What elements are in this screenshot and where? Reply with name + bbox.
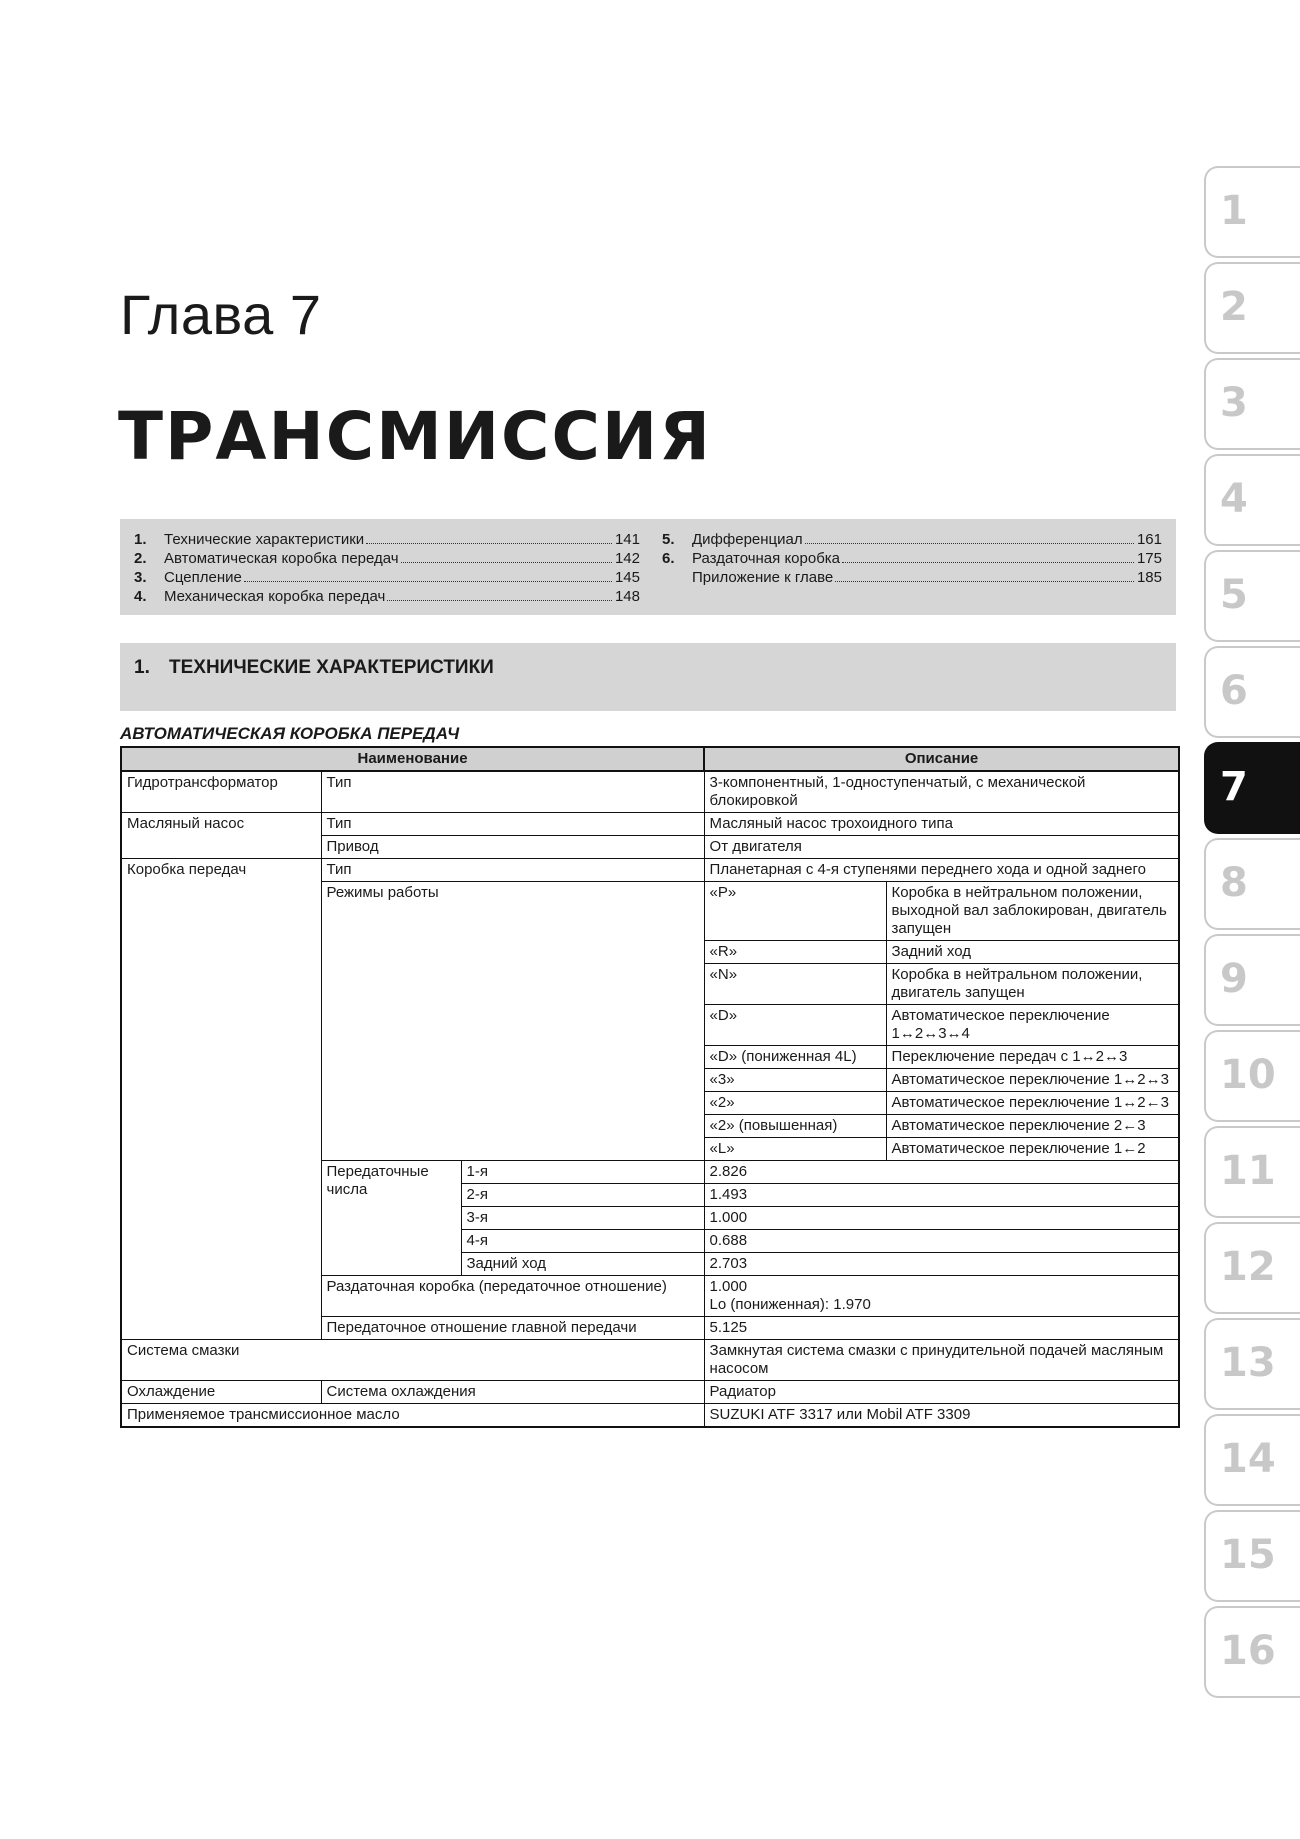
toc-number: 4. xyxy=(134,588,147,605)
toc-page: 145 xyxy=(614,569,640,586)
row-param: Передаточное отношение главной передачи xyxy=(321,1317,704,1340)
toc-page: 175 xyxy=(1136,550,1162,567)
mode-description: Автоматическое переключение 2←3 xyxy=(886,1115,1179,1138)
mode-description: Задний ход xyxy=(886,941,1179,964)
gear-ratio: 2.703 xyxy=(704,1253,1179,1276)
table-row xyxy=(121,1404,1179,1428)
chapter-tab-6[interactable]: 6 xyxy=(1204,646,1300,738)
chapter-tab-2[interactable]: 2 xyxy=(1204,262,1300,354)
row-name: Применяемое трансмиссионное масло xyxy=(121,1404,704,1428)
transfer-ratio-high: 1.000 xyxy=(709,1278,748,1295)
toc-title: Сцепление xyxy=(164,569,242,586)
row-value: Масляный насос трохоидного типа xyxy=(704,813,1179,836)
row-param: Режимы работы xyxy=(321,882,704,1161)
mode-name: «D» xyxy=(704,1005,886,1046)
mode-name: «N» xyxy=(704,964,886,1005)
header-description: Описание xyxy=(704,747,1179,771)
table-row xyxy=(121,813,1179,836)
toc-page: 161 xyxy=(1136,531,1162,548)
mode-description: Переключение передач с 1↔2↔3 xyxy=(886,1046,1179,1069)
toc-entry[interactable] xyxy=(134,550,640,569)
toc-number: 5. xyxy=(662,531,675,548)
gear-name: 1-я xyxy=(461,1161,704,1184)
toc-page: 185 xyxy=(1136,569,1162,586)
chapter-tab-7[interactable]: 7 xyxy=(1204,742,1300,834)
toc-entry[interactable] xyxy=(662,569,1162,588)
toc-entry[interactable] xyxy=(662,531,1162,550)
chapter-tab-13[interactable]: 13 xyxy=(1204,1318,1300,1410)
gear-name: 3-я xyxy=(461,1207,704,1230)
mode-description: Коробка в нейтральном положении, двигатель запущен xyxy=(886,964,1179,1005)
row-name: Коробка передач xyxy=(121,859,321,1340)
row-value: 5.125 xyxy=(704,1317,1179,1340)
section-title: ТЕХНИЧЕСКИЕ ХАРАКТЕРИСТИКИ xyxy=(169,657,494,678)
row-value: От двигателя xyxy=(704,836,1179,859)
table-row xyxy=(121,859,1179,882)
row-name: Масляный насос xyxy=(121,813,321,859)
mode-name: «R» xyxy=(704,941,886,964)
toc-number: 2. xyxy=(134,550,147,567)
table-row xyxy=(121,1381,1179,1404)
toc-number: 6. xyxy=(662,550,675,567)
row-value: Планетарная с 4-я ступенями переднего хода и одной заднего xyxy=(704,859,1179,882)
row-param: Система охлаждения xyxy=(321,1381,704,1404)
row-param: Тип xyxy=(321,859,704,882)
mode-description: Коробка в нейтральном положении, выходной вал заблокирован, двигатель запущен xyxy=(886,882,1179,941)
toc-title: Приложение к главе xyxy=(692,569,834,586)
chapter-tab-12[interactable]: 12 xyxy=(1204,1222,1300,1314)
chapter-tab-16[interactable]: 16 xyxy=(1204,1606,1300,1698)
row-value: 3-компонентный, 1-одноступенчатый, с механической блокировкой xyxy=(704,771,1179,813)
gear-name: Задний ход xyxy=(461,1253,704,1276)
mode-name: «2» (повышенная) xyxy=(704,1115,886,1138)
toc-title: Механическая коробка передач xyxy=(164,588,386,605)
row-name: Система смазки xyxy=(121,1340,704,1381)
toc-leader xyxy=(805,543,1134,544)
chapter-tab-8[interactable]: 8 xyxy=(1204,838,1300,930)
subheading: АВТОМАТИЧЕСКАЯ КОРОБКА ПЕРЕДАЧ xyxy=(120,724,460,743)
toc-leader xyxy=(401,562,612,563)
toc-number: 3. xyxy=(134,569,147,586)
spec-table xyxy=(120,746,1180,1428)
gear-ratio: 2.826 xyxy=(704,1161,1179,1184)
row-value xyxy=(704,1276,1179,1317)
chapter-tab-1[interactable]: 1 xyxy=(1204,166,1300,258)
chapter-tab-11[interactable]: 11 xyxy=(1204,1126,1300,1218)
mode-description: Автоматическое переключение 1↔2↔3 xyxy=(886,1069,1179,1092)
gear-name: 2-я xyxy=(461,1184,704,1207)
gear-ratio: 1.000 xyxy=(704,1207,1179,1230)
row-param: Передаточные числа xyxy=(321,1161,461,1276)
row-value: Замкнутая система смазки с принудительной подачей масляным насосом xyxy=(704,1340,1179,1381)
toc-right-column xyxy=(662,531,1162,588)
toc-entry[interactable] xyxy=(134,569,640,588)
chapter-tab-14[interactable]: 14 xyxy=(1204,1414,1300,1506)
mode-name: «D» (пониженная 4L) xyxy=(704,1046,886,1069)
toc-leader xyxy=(835,581,1134,582)
table-row xyxy=(121,771,1179,813)
row-param: Раздаточная коробка (передаточное отношение) xyxy=(321,1276,704,1317)
section-header xyxy=(120,643,1176,711)
section-number: 1. xyxy=(134,657,150,678)
mode-description: Автоматическое переключение 1↔2←3 xyxy=(886,1092,1179,1115)
toc-entry[interactable] xyxy=(662,550,1162,569)
chapter-tab-5[interactable]: 5 xyxy=(1204,550,1300,642)
toc-page: 148 xyxy=(614,588,640,605)
gear-ratio: 0.688 xyxy=(704,1230,1179,1253)
chapter-title: ТРАНСМИССИЯ xyxy=(118,398,712,475)
toc-left-column xyxy=(134,531,640,607)
row-param: Тип xyxy=(321,771,704,813)
toc-leader xyxy=(842,562,1134,563)
mode-name: «P» xyxy=(704,882,886,941)
row-name: Охлаждение xyxy=(121,1381,321,1404)
table-of-contents xyxy=(120,519,1176,615)
chapter-tab-10[interactable]: 10 xyxy=(1204,1030,1300,1122)
row-param: Тип xyxy=(321,813,704,836)
mode-name: «L» xyxy=(704,1138,886,1161)
toc-page: 142 xyxy=(614,550,640,567)
chapter-tab-4[interactable]: 4 xyxy=(1204,454,1300,546)
toc-page: 141 xyxy=(614,531,640,548)
chapter-label: Глава 7 xyxy=(120,283,322,346)
transfer-ratio-low: Lo (пониженная): 1.970 xyxy=(709,1296,871,1313)
toc-entry[interactable] xyxy=(134,588,640,607)
toc-title: Технические характеристики xyxy=(164,531,365,548)
mode-description: Автоматическое переключение 1↔2↔3↔4 xyxy=(886,1005,1179,1046)
toc-entry[interactable] xyxy=(134,531,640,550)
row-value: Радиатор xyxy=(704,1381,1179,1404)
table-row xyxy=(121,1340,1179,1381)
mode-description: Автоматическое переключение 1←2 xyxy=(886,1138,1179,1161)
toc-leader xyxy=(387,600,612,601)
chapter-tab-9[interactable]: 9 xyxy=(1204,934,1300,1026)
gear-ratio: 1.493 xyxy=(704,1184,1179,1207)
header-name: Наименование xyxy=(121,747,704,771)
mode-name: «3» xyxy=(704,1069,886,1092)
toc-number: 1. xyxy=(134,531,147,548)
row-name: Гидротрансформатор xyxy=(121,771,321,813)
toc-title: Раздаточная коробка xyxy=(692,550,841,567)
mode-name: «2» xyxy=(704,1092,886,1115)
toc-leader xyxy=(244,581,612,582)
row-value: SUZUKI ATF 3317 или Mobil ATF 3309 xyxy=(704,1404,1179,1428)
chapter-tab-15[interactable]: 15 xyxy=(1204,1510,1300,1602)
toc-leader xyxy=(366,543,612,544)
table-header-row xyxy=(121,747,1179,771)
toc-title: Автоматическая коробка передач xyxy=(164,550,399,567)
toc-title: Дифференциал xyxy=(692,531,803,548)
chapter-tab-3[interactable]: 3 xyxy=(1204,358,1300,450)
row-param: Привод xyxy=(321,836,704,859)
gear-name: 4-я xyxy=(461,1230,704,1253)
